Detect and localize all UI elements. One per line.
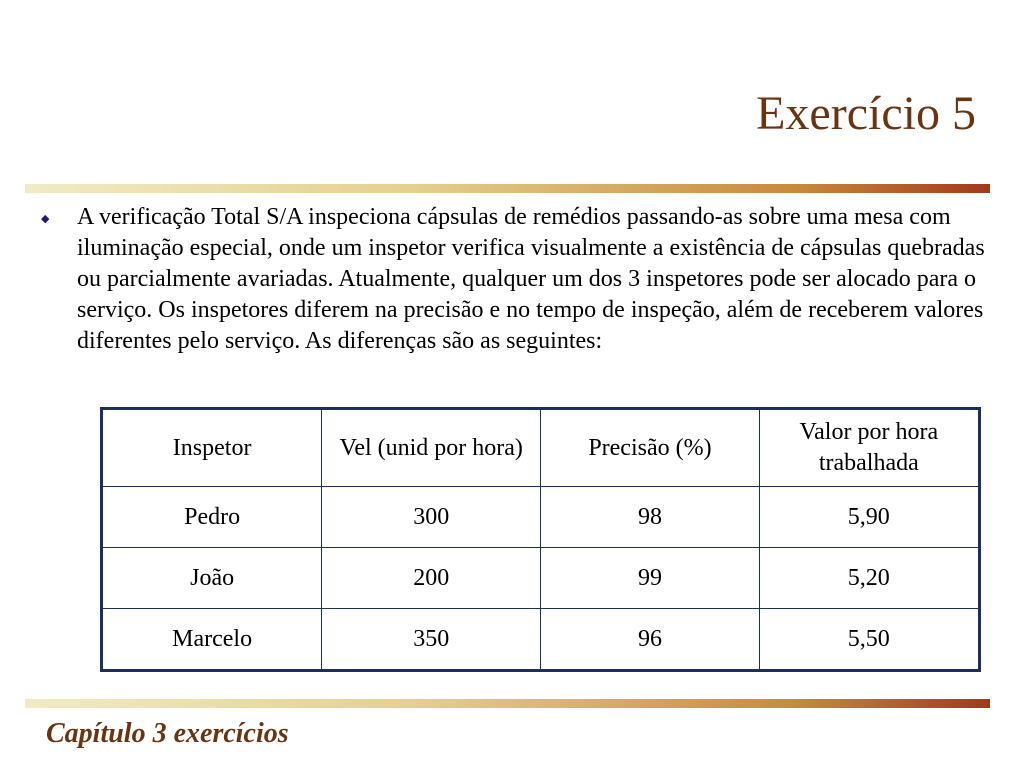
table-row (102, 487, 980, 548)
table-header-row (102, 409, 980, 487)
bottom-divider (25, 699, 990, 708)
cell-velocidade: 200 (322, 548, 541, 609)
cell-precisao: 98 (541, 487, 759, 548)
cell-precisao: 96 (541, 609, 759, 671)
cell-velocidade: 350 (322, 609, 541, 671)
cell-inspetor: Pedro (102, 487, 322, 548)
slide-title: Exercício 5 (756, 87, 976, 140)
cell-velocidade: 300 (322, 487, 541, 548)
cell-precisao: 99 (541, 548, 759, 609)
diamond-bullet-icon: ◆ (41, 213, 50, 225)
header-inspetor: Inspetor (102, 409, 322, 487)
table-row (102, 548, 980, 609)
header-valor-hora: Valor por hora trabalhada (759, 409, 979, 487)
header-precisao: Precisão (%) (541, 409, 759, 487)
cell-valor-hora: 5,50 (759, 609, 979, 671)
footer-chapter-label: Capítulo 3 exercícios (46, 718, 289, 749)
table-row (102, 609, 980, 671)
top-divider (25, 184, 990, 193)
cell-inspetor: Marcelo (102, 609, 322, 671)
cell-valor-hora: 5,90 (759, 487, 979, 548)
bullet-paragraph: A verificação Total S/A inspeciona cápsulas de remédios passando-as sobre uma mesa com iluminação especial, onde um inspetor verifica visualmente a existência de cápsulas quebradas ou parcialmente avariadas. Atualmente, qualquer um dos 3 inspetores pode ser alocado para o serviço. Os inspetores diferem na precisão e no tempo de inspeção, além de receberem valores diferentes pelo serviço. As diferenças são as seguintes: (77, 204, 985, 354)
cell-inspetor: João (102, 548, 322, 609)
cell-valor-hora: 5,20 (759, 548, 979, 609)
header-velocidade: Vel (unid por hora) (322, 409, 541, 487)
inspector-table (100, 407, 981, 672)
